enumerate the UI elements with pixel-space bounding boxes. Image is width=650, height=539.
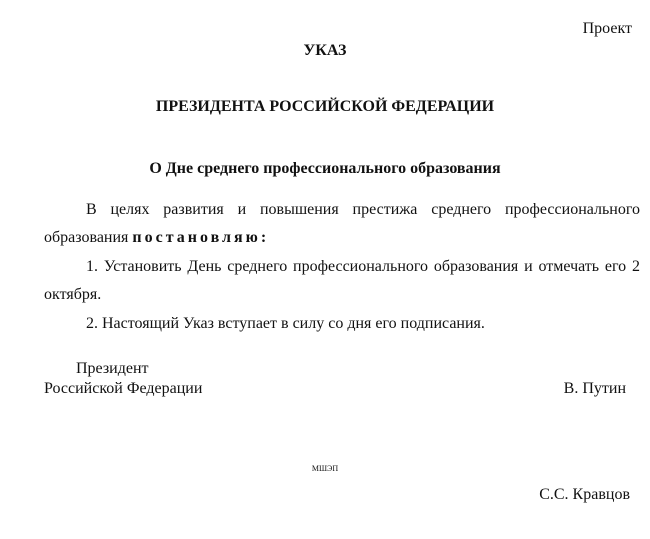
decree-item-1: 1. Установить День среднего профессионального образования и отмечать его 2 октября. [44, 258, 640, 303]
document-title: О Дне среднего профессионального образования [149, 160, 501, 177]
signatory-title-line1: Президент [76, 360, 149, 377]
decree-item-2: 2. Настоящий Указ вступает в силу со дня его подписания. [86, 315, 485, 332]
issuer-heading: ПРЕЗИДЕНТА РОССИЙСКОЙ ФЕДЕРАЦИИ [155, 98, 495, 115]
preamble-text: В целях развития и повышения престижа среднего профессионального образования [44, 201, 640, 246]
preparer-name: С.С. Кравцов [539, 486, 630, 503]
preamble-paragraph [44, 196, 640, 252]
document-type: УКАЗ [303, 42, 347, 59]
decree-word: постановляю: [132, 229, 270, 246]
signatory-name: В. Путин [563, 380, 626, 397]
draft-label: Проект [582, 20, 632, 37]
signatory-title-line2: Российской Федерации [44, 380, 203, 397]
agency-code: МШЭП [311, 464, 339, 473]
